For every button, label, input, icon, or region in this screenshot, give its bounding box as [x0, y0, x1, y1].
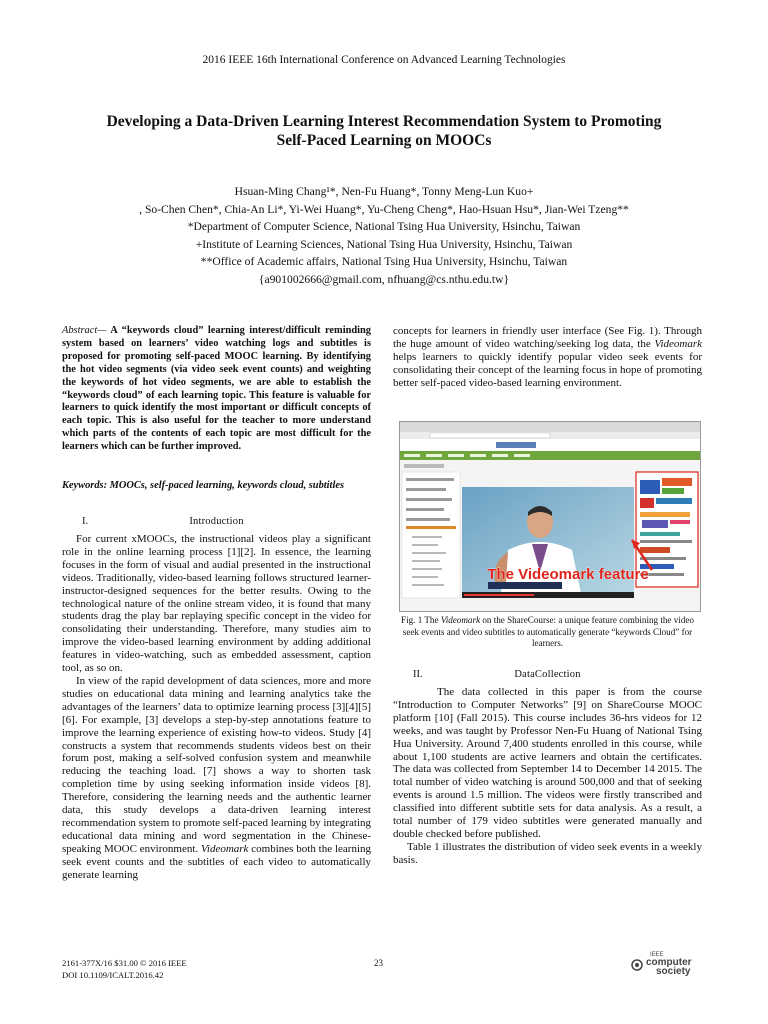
- site-header: [400, 439, 700, 451]
- logo-society: society: [656, 966, 691, 977]
- abstract-lead: Abstract—: [62, 325, 107, 336]
- site-nav-bar: [400, 451, 700, 460]
- footer-doi: DOI 10.1109/ICALT.2016.42: [62, 969, 164, 980]
- caption-prefix: Fig. 1 The: [401, 615, 439, 625]
- data-collection-body: [393, 686, 702, 867]
- data-paragraph-1: The data collected in this paper is from the course “Introduction to Computer Networks” [9] on ShareCourse MOOC platform [10] (Fall 2015). This course includes 36-hrs videos for 12 weeks, and was taught by Professor Nen-Fu Huang of National Tsing Hua University. Around 7,400 students enrolled in this course, while about 1,100 students are active learners and obtain the certificates. The data was collected from September 14 to December 14 2015. The total number of video watching is around 500,000 and that of seeking events is around 1.5 million. The videos were firstly transcribed and classified into different subtitle sets for data analysis. As a result, a total number of 179 video subtitles were generated manually and double checked before published.: [393, 686, 702, 840]
- section-heading-data-collection: [393, 669, 702, 680]
- videomark-overlay-label: The Videomark feature: [487, 566, 649, 583]
- email-line: {a901002666@gmail.com, nfhuang@cs.nthu.edu.tw}: [258, 272, 510, 286]
- ieee-computer-society-logo: [630, 952, 710, 980]
- intro-paragraph-2: [62, 675, 371, 882]
- logo-computer: computer: [646, 957, 692, 968]
- abstract: [62, 325, 371, 454]
- abstract-body: A “keywords cloud” learning interest/difficult reminding system based on learners’ video watching logs and subtitles is proposed for promoting self-paced MOOC learning. By identifying the hot video segments (via video seek event counts) and weighting the keywords of hot video segments, we are able to establish the “keywords cloud” of each learning topic. This feature is valuable for learners to quick identify the most important or difficult concepts of each topic. This is also useful for the teacher to more understand which parts of the contents of each topic are most difficult for the learners which can be further improved.: [62, 325, 371, 453]
- title-line-1: Developing a Data-Driven Learning Interest Recommendation System to Promoting: [106, 113, 662, 130]
- caption-text: on the ShareCourse: a unique feature combining the video seek events and video subtitles to automatically generate “keywords Cloud” for learners.: [402, 615, 694, 648]
- figure-1-screenshot: [399, 421, 701, 612]
- intro-paragraph-1: For current xMOOCs, the instructional videos play a significant role in the online learning process [1][2]. In essence, the learning focuses in the form of visual and audial presented in the instructional videos. Traditionally, video-based learning follows structured learner-instructor-designed sequences for the better results. Owing to the technological nature of the online stream video, it is found that many students drag the play bar replaying specific concept in the video for consolidating their understanding. Therefore, many studies aim to improve the video-based learning environment by adding additional features in video-watching, such as embedded assessment, caption tool, as so on.: [62, 533, 371, 675]
- continuation-text: concepts for learners in friendly user interface (See Fig. 1). Through the huge amount of video watching/seeking log data, the: [393, 325, 702, 350]
- keywords: Keywords: MOOCs, self-paced learning, keywords cloud, subtitles: [62, 480, 344, 491]
- intro-paragraph-2-tail: combines both the learning seek event counts and the subtitles of each video to automatically generate learning: [62, 842, 371, 881]
- videomark-term: Videomark: [440, 615, 481, 625]
- author-line: , So-Chen Chen*, Chia-An Li*, Yi-Wei Huang*, Yu-Cheng Cheng*, Hao-Hsuan Hsu*, Jian-Wei Tzeng**: [139, 202, 629, 216]
- site-logo: [496, 442, 536, 448]
- affiliation-line: *Department of Computer Science, National Tsing Hua University, Hsinchu, Taiwan: [187, 220, 581, 233]
- page-number: 23: [374, 958, 383, 968]
- section-title: Introduction: [189, 516, 244, 527]
- videomark-term: Videomark: [654, 337, 702, 350]
- section-number: I.: [82, 516, 89, 527]
- videomark-term: Videomark: [200, 842, 249, 855]
- intro-paragraph-2-text: In view of the rapid development of data sciences, more and more studies on educational data mining and learning analytics take the advantages of the learners’ data to optimize learning process [3][4][5][6]. For example, [3] develops a step-by-step annotations feature to improve the learning experience of existing how-to videos. Study [4] constructs a system that recommends students videos best on their forum post, making a self-solved confusion system and meanwhile reducing the teaching load. [7] shows a way to shorten task completion time by using seeking information inside videos [8]. Therefore, considering the learning needs and the authentic learner data, this study develops a data-driven learning interest recommendation system to promote self-paced learning by integrating educational data mining and word segmentation in the Chinese-speaking MOOC environment.: [62, 674, 371, 855]
- conference-header: 2016 IEEE 16th International Conference on Advanced Learning Technologies: [202, 54, 566, 66]
- section-title: DataCollection: [514, 669, 581, 680]
- sharecourse-screenshot: [400, 422, 700, 611]
- figure-1-caption: [393, 615, 702, 650]
- subtitle-strip: [488, 582, 562, 589]
- section-heading-introduction: [62, 516, 371, 527]
- affiliation-line: +Institute of Learning Sciences, National Tsing Hua University, Hsinchu, Taiwan: [195, 237, 573, 251]
- address-field: [430, 433, 550, 438]
- introduction-body: [62, 533, 371, 881]
- logo-ieee: IEEE: [650, 952, 664, 958]
- author-block: [50, 183, 718, 288]
- author-line: Hsuan-Ming Chang¹*, Nen-Fu Huang*, Tonny Meng-Lun Kuo+: [234, 185, 534, 198]
- data-paragraph-2: Table 1 illustrates the distribution of video seek events in a weekly basis.: [393, 840, 702, 866]
- section-number: II.: [413, 669, 423, 680]
- title-line-2: Self-Paced Learning on MOOCs: [276, 132, 492, 149]
- footer-publication-info: [62, 958, 187, 981]
- continuation-tail: helps learners to quickly identify popular video seek events for consolidating their concept of the learning focus in hope of promoting better self-paced video-based learning environment.: [393, 350, 702, 389]
- browser-tab-bar: [400, 422, 700, 432]
- paper-title: [60, 112, 708, 150]
- footer-issn: 2161-377X/16 $31.00 © 2016 IEEE: [62, 958, 187, 968]
- affiliation-line: **Office of Academic affairs, National Tsing Hua University, Hsinchu, Taiwan: [200, 255, 568, 268]
- intro-continuation: [393, 325, 702, 390]
- breadcrumb: [404, 464, 444, 468]
